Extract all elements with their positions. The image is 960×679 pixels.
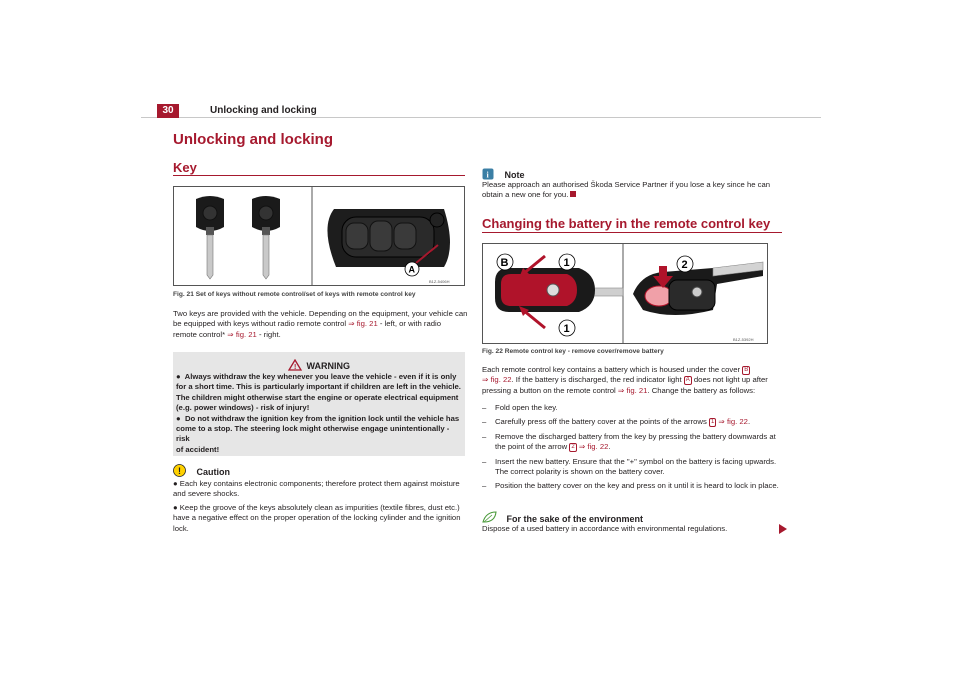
figure-battery xyxy=(482,243,768,344)
callout-label: B xyxy=(500,257,509,269)
main-title: Unlocking and locking xyxy=(173,131,334,148)
bullet-icon: ● xyxy=(176,413,181,423)
step-item: – Insert the new battery. Ensure that the "+" symbol on the battery is facing upwards. The correct polarity is shown on the battery cover. xyxy=(482,456,777,477)
remote-control-key-icon xyxy=(327,209,450,276)
environment-title: For the sake of the environment xyxy=(506,514,643,524)
remote-key-cover-icon xyxy=(495,268,623,312)
caution-text: ● Each key contains electronic components; therefore protect them against moisture and severe shocks. ● Keep the groove of the keys absolutely clean as impurities (textile fibres, dust etc.) have a negative effect on the proper operation of the locking cylinder and the ignition lock. xyxy=(173,479,461,533)
warning-triangle-icon xyxy=(288,359,302,371)
caution-icon xyxy=(173,464,186,477)
ref-box: 2 xyxy=(571,444,575,451)
figure-code: B1Z-5406H xyxy=(429,279,450,284)
section-heading-key: Key xyxy=(173,160,197,175)
fig-link[interactable]: ⇒ fig. 21 xyxy=(617,385,648,395)
step-item: – Fold open the key. xyxy=(482,403,558,412)
svg-text:!: ! xyxy=(294,364,297,371)
header-title: Unlocking and locking xyxy=(210,105,317,116)
battery-steps xyxy=(482,403,787,492)
svg-text:!: ! xyxy=(178,466,181,476)
fig-link[interactable]: ⇒ fig. 22 xyxy=(482,375,512,385)
figure-code: B1Z-5392H xyxy=(733,337,754,342)
key-without-remote-icon xyxy=(196,196,224,279)
bullet-icon: ● xyxy=(173,479,178,488)
warning-title: WARNING xyxy=(306,361,350,371)
caution-header xyxy=(173,462,230,480)
keys-illustration xyxy=(174,187,464,285)
warning-line: (e.g. power windows) - risk of injury! xyxy=(176,403,310,413)
key-intro: Two keys are provided with the vehicle. Depending on the equipment, your vehicle can be equipped with keys without radio remote control ⇒ fig. 21 - left, or with radio remote control* ⇒ fig. 21 - right. xyxy=(173,309,468,339)
warning-box xyxy=(173,352,465,456)
battery-illustration xyxy=(483,244,767,343)
note-text: Please approach an authorised Škoda Service Partner if you lose a key since he can obtain a new one for you. xyxy=(482,180,771,200)
caution-title: Caution xyxy=(196,467,230,477)
warning-item: ● Always withdraw the key whenever you leave the vehicle - even if it is only xyxy=(176,372,457,381)
step-item: – Remove the discharged battery from the key by pressing the battery downwards at the point of the arrow 2 ⇒ fig. 22. xyxy=(482,431,776,452)
svg-text:i: i xyxy=(486,170,489,180)
bullet-icon: ● xyxy=(176,372,181,381)
warning-item: ● Do not withdraw the ignition key from the ignition lock until the vehicle has xyxy=(176,413,460,423)
warning-line: for a short time. This is particularly important if children are left in the vehicle. xyxy=(176,382,461,392)
step-item: – Position the battery cover on the key and press on it until it is heard to lock in place. xyxy=(482,481,779,491)
figure-caption: Fig. 21 Set of keys without remote control/set of keys with remote control key xyxy=(173,291,416,298)
fig-link[interactable]: ⇒ fig. 21 xyxy=(348,319,378,329)
bullet-icon: ● xyxy=(173,502,178,512)
warning-line: of accident! xyxy=(176,444,220,454)
fig-link[interactable]: ⇒ fig. 22 xyxy=(718,417,748,427)
callout-label: 2 xyxy=(681,259,688,271)
step-item: – Carefully press off the battery cover at the points of the arrows 1 ⇒ fig. 22. xyxy=(482,417,751,427)
callout-label: A xyxy=(408,264,415,275)
heading-rule xyxy=(482,232,782,233)
note-title: Note xyxy=(504,170,525,180)
ref-box: B xyxy=(744,367,749,373)
battery-paragraph: Each remote control key contains a battery which is housed under the cover B ⇒ fig. 22. If the battery is discharged, the red indicator light A does not light up after pressing a button on the remote control ⇒ fig. 21. Change the battery as follows: xyxy=(482,365,768,395)
fig-link[interactable]: ⇒ fig. 21 xyxy=(227,329,257,339)
ref-box: A xyxy=(685,377,690,384)
warning-line: The children might otherwise start the engine or operate electrical equipment xyxy=(176,392,459,402)
environment-leaf-icon xyxy=(482,511,497,524)
key-without-remote-icon xyxy=(252,196,280,279)
figure-keys xyxy=(173,186,465,286)
fig-link[interactable]: ⇒ fig. 22 xyxy=(578,442,609,452)
section-heading-battery: Changing the battery in the remote control key xyxy=(482,216,771,231)
warning-line: come to a stop. The steering lock might otherwise engage unintentionally - risk xyxy=(176,424,450,444)
figure-caption: Fig. 22 Remote control key - remove cover/remove battery xyxy=(482,348,664,355)
next-page-arrow-icon[interactable] xyxy=(779,524,787,534)
open-key-battery-icon xyxy=(633,262,763,315)
environment-text: Dispose of a used battery in accordance with environmental regulations. xyxy=(482,524,728,533)
heading-rule xyxy=(173,175,465,176)
callout-label: 1 xyxy=(563,323,570,335)
note-icon xyxy=(482,168,494,180)
end-square-icon xyxy=(570,191,576,197)
callout-label: 1 xyxy=(563,257,570,269)
page-number: 30 xyxy=(157,104,179,118)
ref-box: 1 xyxy=(710,419,715,426)
